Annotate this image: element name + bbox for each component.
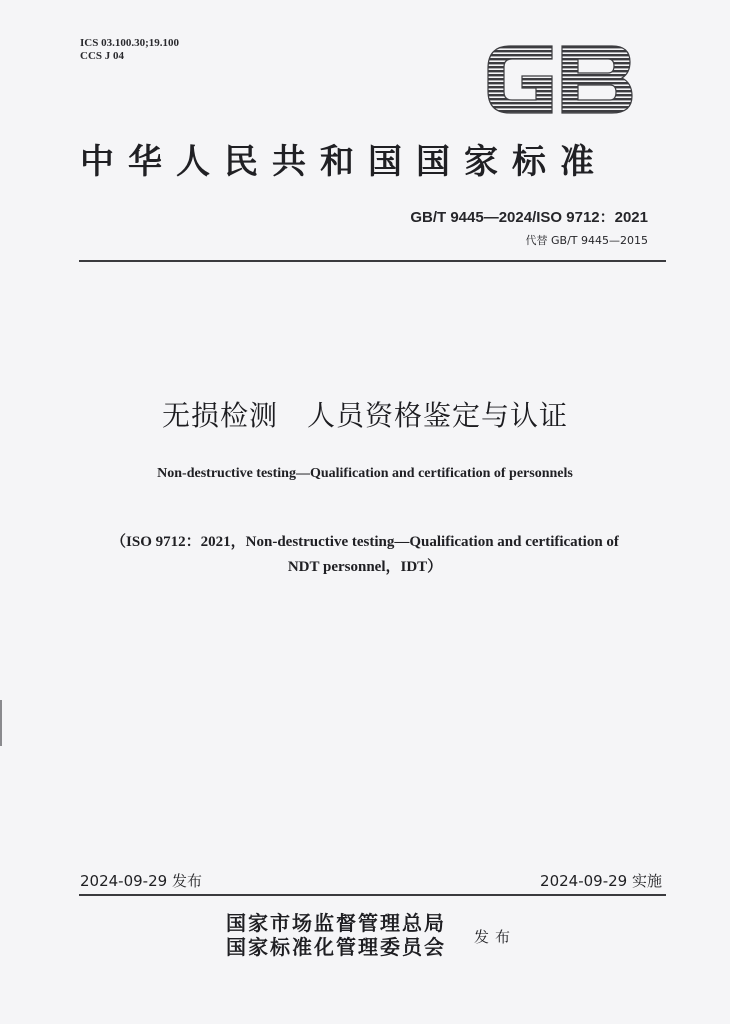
- english-title: Non-destructive testing—Qualification and certification of personnels: [157, 466, 573, 481]
- gb-logo-icon: [484, 42, 634, 117]
- ics-code: ICS 03.100.30;19.100: [80, 37, 180, 49]
- header-divider: [79, 260, 666, 262]
- issuing-authorities: [226, 911, 446, 959]
- replaces-standard: 代替 GB/T 9445—2015: [525, 234, 648, 247]
- ccs-code: CCS J 04: [80, 50, 125, 62]
- standard-type-title: 中华人民共和国国家标准: [80, 142, 608, 182]
- publish-label: 发布: [474, 928, 517, 946]
- standard-number: GB/T 9445—2024/ISO 9712：2021: [410, 209, 648, 226]
- iso-reference-line-2: NDT personnel，IDT）: [287, 559, 443, 575]
- footer-divider: [79, 894, 666, 896]
- effective-date: 2024-09-29 实施: [540, 872, 662, 890]
- classification-codes: [80, 37, 179, 63]
- issuer-sac: 国家标准化管理委员会: [226, 935, 446, 959]
- chinese-title: 无损检测 人员资格鉴定与认证: [161, 399, 568, 432]
- iso-reference-line-1: （ISO 9712：2021，Non-destructive testing—Qualification and certification of: [111, 534, 619, 550]
- page-edge-mark: [0, 700, 2, 746]
- issuer-samr: 国家市场监督管理总局: [226, 911, 446, 935]
- issue-date: 2024-09-29 发布: [80, 872, 202, 890]
